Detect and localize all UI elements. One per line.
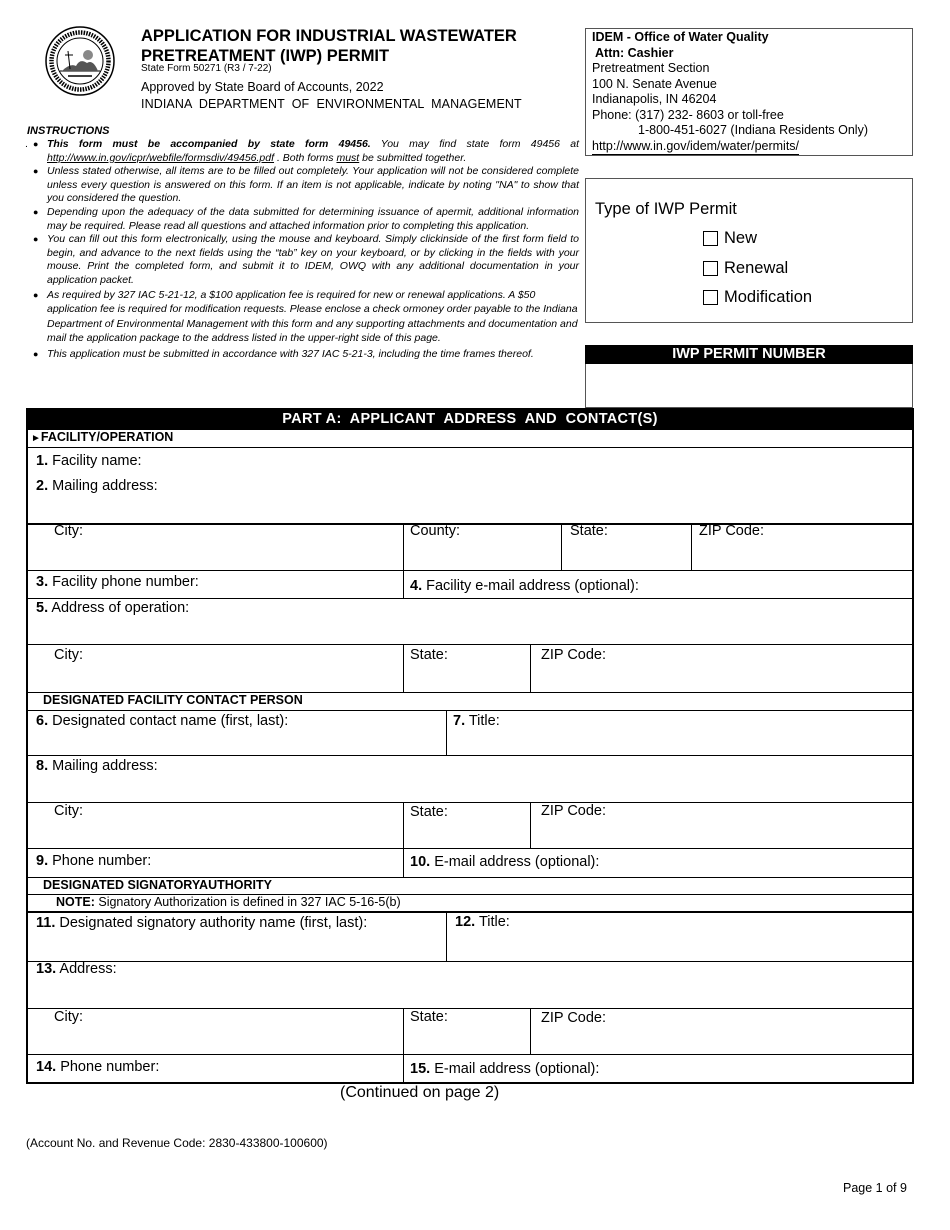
mailing-address-label: Mailing address: bbox=[52, 478, 158, 494]
address-of-operation-field[interactable] bbox=[36, 600, 189, 616]
field-10-number: 10. bbox=[410, 854, 431, 870]
section-arrow-icon: ► bbox=[31, 433, 41, 444]
instructions-heading: INSTRUCTIONS bbox=[27, 125, 110, 137]
field-1-number: 1. bbox=[36, 453, 49, 469]
part-a-form-grid bbox=[26, 430, 914, 1084]
field-3-number: 3. bbox=[36, 574, 49, 590]
note-label: NOTE: bbox=[56, 895, 95, 909]
section-name: Pretreatment Section bbox=[592, 61, 710, 75]
signatory-email-field[interactable] bbox=[410, 1061, 599, 1077]
modification-label: Modification bbox=[724, 288, 813, 306]
instruction-item: ● This application must be submitted in accordance with 327 IAC 5-21-3, including the time frames thereof. bbox=[33, 347, 534, 360]
signatory-state-field[interactable]: State: bbox=[410, 1009, 448, 1025]
contact-name-field[interactable] bbox=[36, 713, 288, 729]
instruction-6-text: This application must be submitted in accordance with 327 IAC 5-21-3, including the time frames thereof. bbox=[47, 347, 534, 360]
contact-title-label: Title: bbox=[465, 713, 500, 729]
indiana-state-seal bbox=[40, 25, 120, 97]
contact-email-field[interactable] bbox=[410, 854, 599, 870]
contact-phone-label: Phone number: bbox=[48, 853, 152, 869]
toll-free-line: 1-800-451-6027 (Indiana Residents Only) bbox=[638, 123, 868, 137]
instruction-item: . ● This form must be accompanied by state form 49456. You may find state form 49456 at http://www.in.gov/icpr/webfile/formsdiv/49456.pdf . Both forms must be submitted together. bbox=[25, 138, 579, 164]
signatory-note bbox=[56, 895, 401, 909]
field-7-number: 7. bbox=[453, 713, 466, 729]
department-name: INDIANA DEPARTMENT OF ENVIRONMENTAL MANAGEMENT bbox=[141, 97, 522, 111]
renewal-checkbox[interactable] bbox=[703, 261, 718, 276]
renewal-label: Renewal bbox=[724, 259, 789, 277]
street-address: 100 N. Senate Avenue bbox=[592, 76, 717, 91]
facility-section-label: FACILITY/OPERATION bbox=[40, 430, 174, 444]
signatory-phone-field[interactable] bbox=[36, 1059, 159, 1075]
signatory-name-field[interactable] bbox=[36, 915, 367, 931]
form-title bbox=[141, 26, 561, 66]
instruction-1-text: You may find state form 49456 at bbox=[370, 138, 579, 150]
instruction-item: ● Unless stated otherwise, all items are to be filled out completely. Your application will not be considered complete unless every question is answered on this form. If an item is not applicable, indicate by noting "NA" to show that you considered the question. bbox=[33, 165, 579, 205]
field-4-number: 4. bbox=[410, 578, 423, 594]
form-title-line2: PRETREATMENT (IWP) PERMIT bbox=[141, 47, 390, 65]
contact-mailing-address-field[interactable] bbox=[36, 758, 158, 774]
instruction-1-bold: This form must be accompanied by state form 49456. bbox=[47, 138, 371, 150]
permit-type-box bbox=[585, 178, 913, 323]
permits-url-link[interactable]: http://www.in.gov/idem/water/permits/ bbox=[592, 139, 799, 156]
address-of-operation-label: Address of operation: bbox=[48, 600, 190, 616]
field-11-number: 11. bbox=[36, 915, 56, 931]
new-label: New bbox=[724, 229, 758, 247]
signatory-address-field[interactable] bbox=[36, 961, 117, 977]
operation-state-field[interactable]: State: bbox=[410, 647, 448, 663]
form-number: State Form 50271 (R3 / 7-22) bbox=[141, 63, 272, 74]
instruction-3-text: Depending upon the adequacy of the data submitted for determining issuance of apermit, additional information may be required. Please read all questions and attached information prior to completing this application. bbox=[47, 205, 579, 232]
facility-name-field[interactable] bbox=[36, 453, 142, 469]
facility-email-label: Facility e-mail address (optional): bbox=[422, 578, 639, 594]
permit-type-new-option[interactable] bbox=[703, 229, 757, 248]
mailing-address-field[interactable] bbox=[36, 478, 158, 494]
contact-city-field[interactable]: City: bbox=[54, 803, 83, 819]
instruction-2-text: Unless stated otherwise, all items are to be filled out completely. Your application will not be considered complete unless every question is answered on this form. If an item is not applicable, indicate by noting "NA" to show that you considered the question. bbox=[47, 165, 579, 205]
facility-phone-field[interactable] bbox=[36, 574, 199, 590]
instruction-item: ● As required by 327 IAC 5-21-12, a $100 application fee is required for new or renewal applications. A $50 application fee is required for modification requests. Please enclose a check ormoney order payable to the Indiana Department of Environmental Management with this form and any supporting attachments and documentation and mail the application package to the address listed in the upper-right side of this page. bbox=[33, 288, 578, 345]
page-number: Page 1 of 9 bbox=[843, 1181, 907, 1195]
facility-name-label: Facility name: bbox=[48, 453, 142, 469]
new-checkbox[interactable] bbox=[703, 231, 718, 246]
field-15-number: 15. bbox=[410, 1061, 431, 1077]
instruction-4-text: You can fill out this form electronically, using the mouse and keyboard. Simply clickinside of the first form field to begin, and advance to the next fields using the “tab” key on your keyboard, or by clicking in the fields with your mouse. Print the completed form, and submit it to IDEM, OWQ with any additional documentation in your application packet. bbox=[47, 233, 579, 286]
form-title-line1: APPLICATION FOR INDUSTRIAL WASTEWATER bbox=[141, 27, 517, 45]
signatory-name-label: Designated signatory authority name (first, last): bbox=[55, 915, 368, 931]
iwp-permit-number-header: IWP PERMIT NUMBER bbox=[585, 345, 913, 364]
contact-state-field[interactable]: State: bbox=[410, 804, 448, 820]
account-code: (Account No. and Revenue Code: 2830-433800-100600) bbox=[26, 1136, 328, 1150]
contact-mailing-address-label: Mailing address: bbox=[48, 758, 158, 774]
instruction-1-end: be submitted together. bbox=[359, 151, 467, 164]
field-5-number: 5. bbox=[36, 600, 49, 616]
part-a-header: PART A: APPLICANT ADDRESS AND CONTACT(S) bbox=[26, 408, 914, 430]
signatory-title-label: Title: bbox=[475, 914, 510, 930]
facility-county-field[interactable]: County: bbox=[410, 523, 460, 539]
contact-section-heading: DESIGNATED FACILITY CONTACT PERSON bbox=[43, 693, 303, 707]
field-13-number: 13. bbox=[36, 961, 57, 977]
iwp-permit-number-field[interactable] bbox=[585, 364, 913, 408]
field-8-number: 8. bbox=[36, 758, 49, 774]
signatory-section-heading: DESIGNATED SIGNATORYAUTHORITY bbox=[43, 878, 272, 892]
signatory-zip-field[interactable]: ZIP Code: bbox=[541, 1010, 607, 1026]
instruction-1-tail: . Both forms bbox=[274, 151, 337, 164]
operation-city-field[interactable]: City: bbox=[54, 647, 83, 663]
office-name: IDEM - Office of Water Quality bbox=[592, 30, 769, 44]
signatory-phone-label: Phone number: bbox=[56, 1059, 160, 1075]
permit-type-renewal-option[interactable] bbox=[703, 259, 788, 278]
contact-phone-field[interactable] bbox=[36, 853, 151, 869]
facility-zip-field[interactable]: ZIP Code: bbox=[699, 523, 765, 539]
modification-checkbox[interactable] bbox=[703, 290, 718, 305]
facility-section-heading bbox=[31, 430, 173, 444]
field-6-number: 6. bbox=[36, 713, 49, 729]
facility-state-field[interactable]: State: bbox=[570, 523, 608, 539]
attention-line: Attn: Cashier bbox=[592, 45, 674, 60]
field-12-number: 12. bbox=[455, 914, 476, 930]
contact-zip-field[interactable]: ZIP Code: bbox=[541, 803, 607, 819]
approval-note: Approved by State Board of Accounts, 2022 bbox=[141, 80, 384, 94]
mailing-address-box bbox=[585, 28, 913, 156]
field-2-number: 2. bbox=[36, 478, 49, 494]
city-state-zip: Indianapolis, IN 46204 bbox=[592, 92, 717, 106]
instruction-item: ● You can fill out this form electronically, using the mouse and keyboard. Simply clickinside of the first form field to begin, and advance to the next fields using the “tab” key on your keyboard, or by clicking in the fields with your mouse. Print the completed form, and submit it to IDEM, OWQ with any additional documentation in your application packet. bbox=[33, 233, 579, 286]
permit-type-label: Type of IWP Permit bbox=[595, 200, 737, 218]
facility-phone-label: Facility phone number: bbox=[48, 574, 199, 590]
contact-name-label: Designated contact name (first, last): bbox=[48, 713, 289, 729]
signatory-title-field[interactable] bbox=[455, 914, 510, 930]
signatory-address-label: Address: bbox=[56, 961, 117, 977]
signatory-city-field[interactable]: City: bbox=[54, 1009, 83, 1025]
facility-email-field[interactable] bbox=[410, 578, 639, 594]
contact-email-label: E-mail address (optional): bbox=[430, 854, 600, 870]
instruction-item: ● Depending upon the adequacy of the data submitted for determining issuance of apermit, additional information may be required. Please read all questions and attached information prior to completing this application. bbox=[33, 205, 579, 232]
field-14-number: 14. bbox=[36, 1059, 57, 1075]
facility-city-field[interactable]: City: bbox=[54, 523, 83, 539]
operation-zip-field[interactable]: ZIP Code: bbox=[541, 647, 607, 663]
signatory-email-label: E-mail address (optional): bbox=[430, 1061, 600, 1077]
note-text: Signatory Authorization is defined in 327 IAC 5-16-5(b) bbox=[94, 895, 401, 909]
contact-title-field[interactable] bbox=[453, 713, 500, 729]
continued-note: (Continued on page 2) bbox=[340, 1084, 500, 1101]
form-49456-link[interactable]: http://www.in.gov/icpr/webfile/formsdiv/49456.pdf bbox=[47, 151, 275, 164]
instruction-5-text: As required by 327 IAC 5-21-12, a $100 application fee is required for new or renewal applications. A $50 application fee is required for modification requests. Please enclose a check ormoney order payable to the Indiana Department of Environmental Management with this form and any supporting attachments and documentation and mail the application package to the address listed in the upper-right side of this page. bbox=[47, 288, 578, 345]
permit-type-modification-option[interactable] bbox=[703, 288, 812, 307]
instructions-list bbox=[27, 138, 579, 362]
instruction-1-must: must bbox=[336, 151, 360, 164]
field-9-number: 9. bbox=[36, 853, 49, 869]
phone-line: Phone: (317) 232- 8603 or toll-free bbox=[592, 107, 784, 122]
